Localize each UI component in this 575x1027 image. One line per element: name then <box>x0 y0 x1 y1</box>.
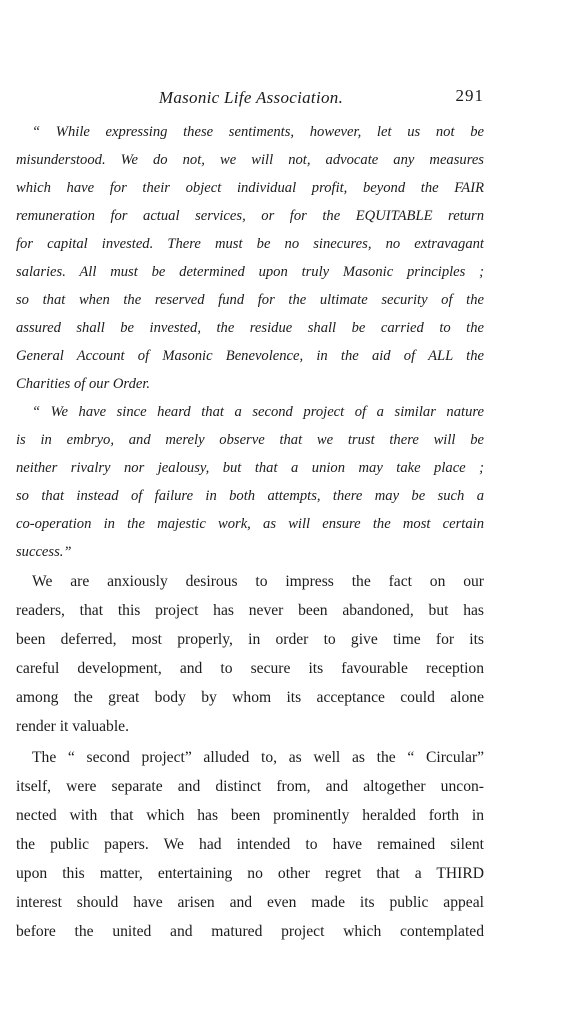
text-line: readers, that this project has never been abandoned, but has <box>16 602 484 619</box>
text-line: careful development, and to secure its favourable reception <box>16 660 484 677</box>
text-line: The “ second project” alluded to, as well as the “ Circular” <box>32 749 484 766</box>
text-line: nected with that which has been prominently heralded forth in <box>16 807 484 824</box>
text-line: neither rivalry nor jealousy, but that a union may take place ; <box>16 460 484 476</box>
running-head <box>16 88 486 116</box>
text-line: “ We have since heard that a second project of a similar nature <box>32 404 484 420</box>
text-line: remuneration for actual services, or for the EQUITABLE return <box>16 208 484 224</box>
text-line: so that when the reserved fund for the ultimate security of the <box>16 292 484 308</box>
text-line: so that instead of failure in both attempts, there may be such a <box>16 488 484 504</box>
text-line: itself, were separate and distinct from, and altogether uncon- <box>16 778 484 795</box>
text-line: Charities of our Order. <box>16 376 151 392</box>
text-line: among the great body by whom its acceptance could alone <box>16 689 484 706</box>
text-line: been deferred, most properly, in order to give time for its <box>16 631 484 648</box>
page-number: 291 <box>455 86 484 105</box>
text-line: upon this matter, entertaining no other regret that a THIRD <box>16 865 484 882</box>
running-title: Masonic Life Association. <box>158 88 344 107</box>
text-line: salaries. All must be determined upon truly Masonic principles ; <box>16 264 484 280</box>
text-line: General Account of Masonic Benevolence, in the aid of ALL the <box>16 348 484 364</box>
text-line: success.” <box>16 544 72 560</box>
text-line: We are anxiously desirous to impress the fact on our <box>32 573 484 590</box>
text-line: render it valuable. <box>16 718 130 735</box>
text-line: co-operation in the majestic work, as will ensure the most certain <box>16 516 484 532</box>
text-line: “ While expressing these sentiments, however, let us not be <box>32 124 484 140</box>
text-line: the public papers. We had intended to have remained silent <box>16 836 484 853</box>
text-line: interest should have arisen and even made its public appeal <box>16 894 484 911</box>
text-line: assured shall be invested, the residue shall be carried to the <box>16 320 484 336</box>
text-line: for capital invested. There must be no sinecures, no extravagant <box>16 236 484 252</box>
text-line: which have for their object individual profit, beyond the FAIR <box>16 180 484 196</box>
text-line: before the united and matured project which contemplated <box>16 923 484 940</box>
text-line: misunderstood. We do not, we will not, advocate any measures <box>16 152 484 168</box>
text-line: is in embryo, and merely observe that we trust there will be <box>16 432 484 448</box>
